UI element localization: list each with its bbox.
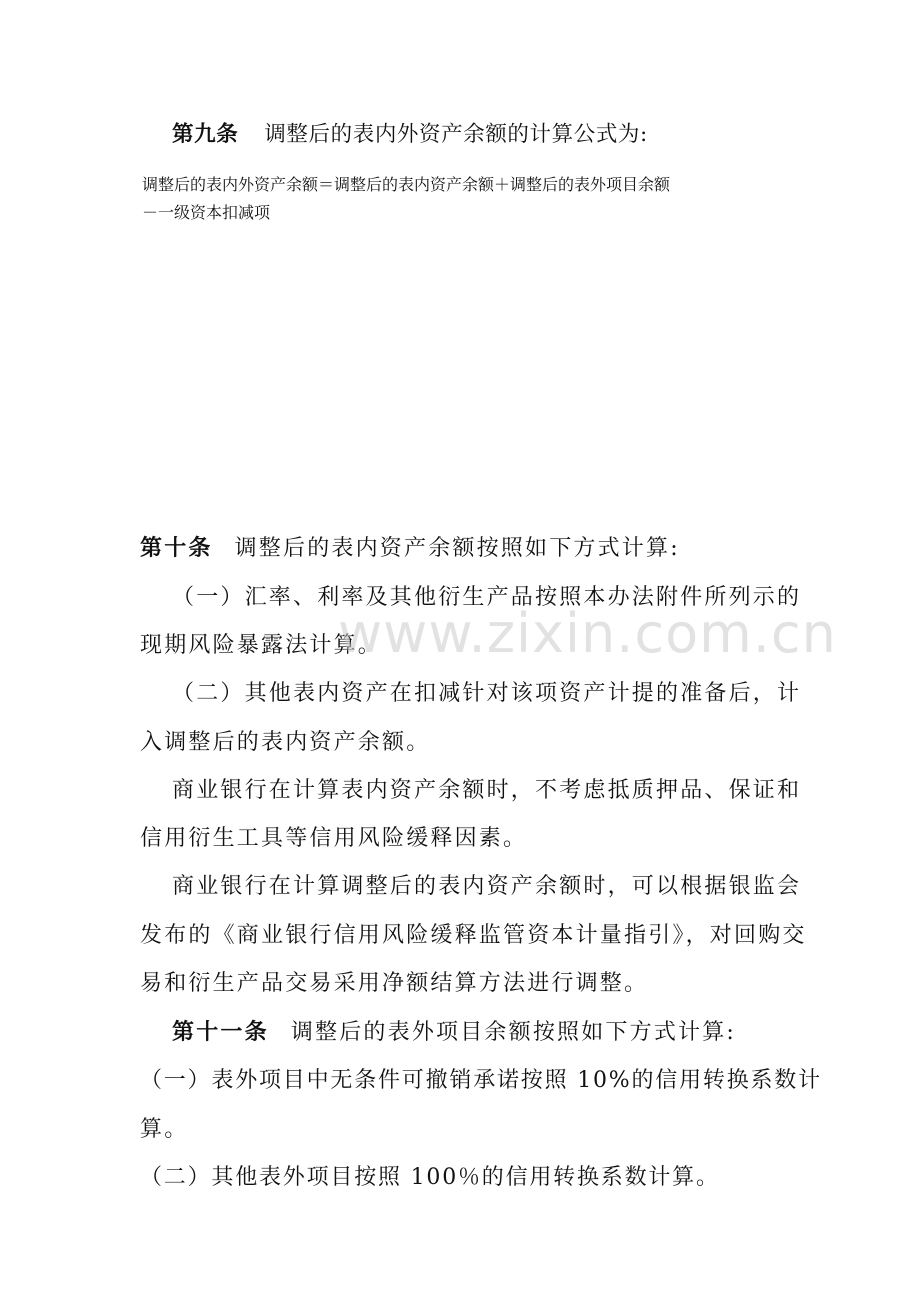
article-10-heading [140, 531, 680, 562]
article-10-paragraph-3-line-2: 信用衍生工具等信用风险缓释因素。 [140, 826, 528, 851]
article-11-title: 第十一条 [172, 1019, 269, 1045]
article-10-paragraph-4-line-2: 发布的《商业银行信用风险缓释监管资本计量指引》，对回购交 [140, 923, 807, 948]
article-9-formula-line-1: 调整后的表内外资产余额＝调整后的表内资产余额＋调整后的表外项目余额 [142, 175, 671, 194]
article-11-heading-text: 调整后的表外项目余额按照如下方式计算: [290, 1020, 737, 1045]
article-10-item-2-line-2: 入调整后的表内资产余额。 [140, 730, 431, 755]
article-10-title: 第十条 [140, 535, 213, 561]
article-9-heading-text: 调整后的表内外资产余额的计算公式为: [264, 122, 648, 147]
article-10-paragraph-3-line-1: 商业银行在计算表内资产余额时，不考虑抵质押品、保证和 [172, 778, 802, 803]
article-9-formula-line-2: －一级资本扣减项 [142, 203, 271, 222]
article-11-item-1-line-1: （一）表外项目中无条件可撤销承诺按照 10%的信用转换系数计 [140, 1068, 822, 1093]
article-11-heading [172, 1015, 736, 1046]
article-10-paragraph-4-line-3: 易和衍生产品交易采用净额结算方法进行调整。 [140, 971, 649, 996]
article-11-item-2: （二）其他表外项目按照 100％的信用转换系数计算。 [140, 1165, 720, 1190]
article-10-item-1-line-2: 现期风险暴露法计算。 [140, 633, 383, 658]
article-10-item-2-line-1: （二）其他表内资产在扣减针对该项资产计提的准备后，计 [172, 681, 802, 706]
article-10-item-1-line-1: （一）汇率、利率及其他衍生产品按照本办法附件所列示的 [172, 585, 802, 610]
article-10-heading-text: 调整后的表内资产余额按照如下方式计算: [234, 536, 680, 561]
article-9-heading [172, 117, 648, 148]
article-10-paragraph-4-line-1: 商业银行在计算调整后的表内资产余额时，可以根据银监会 [172, 874, 802, 899]
article-9-title: 第九条 [172, 122, 239, 147]
article-11-item-1-line-2: 算。 [140, 1117, 189, 1142]
watermark: www.zixin.com.cn [338, 602, 837, 665]
